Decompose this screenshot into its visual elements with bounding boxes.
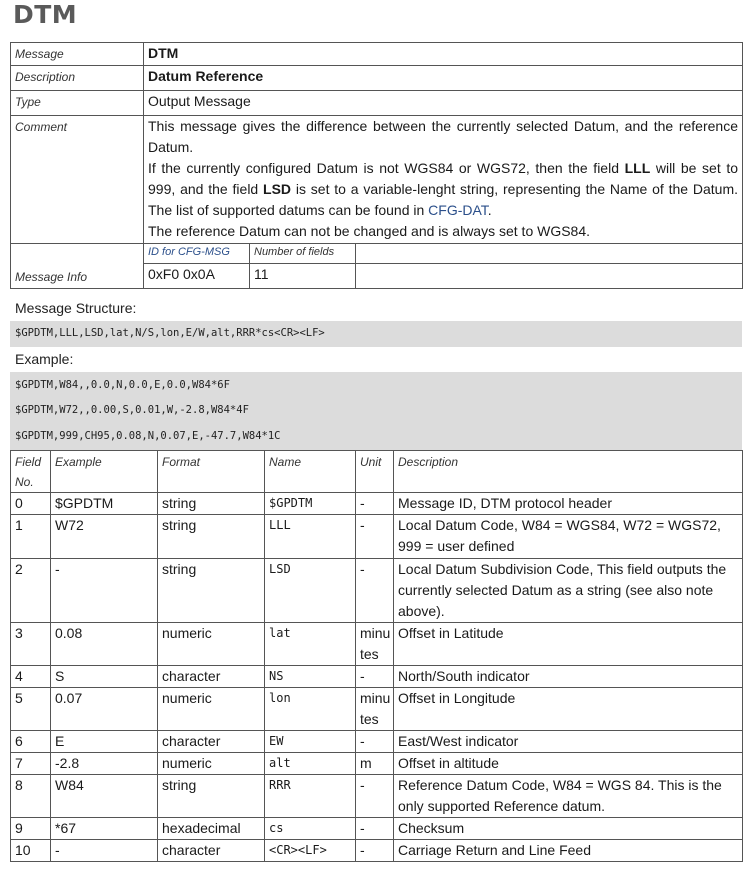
cell-description: Local Datum Subdivision Code, This field outputs the currently selected Datum as a string (see also note above). <box>394 559 743 623</box>
page-title: DTM <box>13 0 78 29</box>
cell-format: string <box>158 559 265 623</box>
cell-unit: - <box>356 493 394 515</box>
cell-unit: - <box>356 559 394 623</box>
comment-text-b: will be set to 999, and the field <box>148 160 738 197</box>
cell-name: $GPDTM <box>265 493 356 515</box>
cell-format: character <box>158 731 265 753</box>
comment-paragraph-2 <box>148 158 738 221</box>
example-line: $GPDTM,W72,,0.00,S,0.01,W,-2.8,W84*4F <box>15 404 249 416</box>
cell-field-no: 6 <box>11 731 51 753</box>
cell-example: S <box>51 666 158 688</box>
table-row <box>11 623 743 666</box>
cell-field-no: 2 <box>11 559 51 623</box>
cell-example: 0.08 <box>51 623 158 666</box>
cell-description: Message ID, DTM protocol header <box>394 493 743 515</box>
comment-text-d: . <box>487 202 492 218</box>
cell-example: E <box>51 731 158 753</box>
header-description: Description <box>394 451 743 493</box>
cell-format: string <box>158 775 265 818</box>
number-of-fields-header: Number of fields <box>250 244 356 264</box>
table-row <box>11 688 743 731</box>
cell-field-no: 4 <box>11 666 51 688</box>
cell-unit: - <box>356 840 394 862</box>
table-row <box>11 559 743 623</box>
comment-text-c: is set to a variable-lenght string, representing the Name of the Datum. The list of supported datums can be found in <box>148 181 739 218</box>
comment-paragraph-3: The reference Datum can not be changed and is always set to WGS84. <box>148 223 591 239</box>
cell-name: LLL <box>265 515 356 559</box>
cell-format: string <box>158 493 265 515</box>
type-value: Output Message <box>144 91 743 116</box>
cell-description: North/South indicator <box>394 666 743 688</box>
cell-unit: - <box>356 818 394 840</box>
cell-name: lon <box>265 688 356 731</box>
cell-description: Offset in Latitude <box>394 623 743 666</box>
cell-format: character <box>158 666 265 688</box>
cell-field-no: 0 <box>11 493 51 515</box>
cell-example: -2.8 <box>51 753 158 775</box>
cell-unit: minutes <box>356 688 394 731</box>
cell-description: Local Datum Code, W84 = WGS84, W72 = WGS72, 999 = user defined <box>394 515 743 559</box>
cell-field-no: 8 <box>11 775 51 818</box>
cell-field-no: 10 <box>11 840 51 862</box>
info-row-message <box>11 43 743 66</box>
cell-format: numeric <box>158 753 265 775</box>
cell-description: Reference Datum Code, W84 = WGS 84. This is the only supported Reference datum. <box>394 775 743 818</box>
field-ref-lll: LLL <box>624 160 651 176</box>
message-value: DTM <box>144 43 743 66</box>
cell-example: W84 <box>51 775 158 818</box>
cell-example: $GPDTM <box>51 493 158 515</box>
cell-field-no: 3 <box>11 623 51 666</box>
cell-example: W72 <box>51 515 158 559</box>
cell-format: character <box>158 840 265 862</box>
example-box <box>10 372 742 450</box>
comment-paragraph-1: This message gives the difference between the currently selected Datum, and the reference Datum. <box>148 118 738 155</box>
cell-name: <CR><LF> <box>265 840 356 862</box>
cell-description: Checksum <box>394 818 743 840</box>
cell-unit: - <box>356 515 394 559</box>
cell-unit: - <box>356 731 394 753</box>
type-label: Type <box>11 91 144 116</box>
comment-label: Comment <box>11 116 144 244</box>
header-field-no: Field No. <box>11 451 51 493</box>
message-structure-label: Message Structure: <box>15 300 137 316</box>
id-for-cfg-msg-header: ID for CFG-MSG <box>144 244 250 264</box>
cell-format: numeric <box>158 688 265 731</box>
cell-format: hexadecimal <box>158 818 265 840</box>
cell-format: string <box>158 515 265 559</box>
cell-field-no: 9 <box>11 818 51 840</box>
table-row <box>11 666 743 688</box>
header-unit: Unit <box>356 451 394 493</box>
comment-text-a: If the currently configured Datum is not WGS84 or WGS72, then the field <box>148 160 625 176</box>
cell-name: EW <box>265 731 356 753</box>
cell-unit: m <box>356 753 394 775</box>
cell-name: cs <box>265 818 356 840</box>
table-row <box>11 840 743 862</box>
example-line: $GPDTM,W84,,0.0,N,0.0,E,0.0,W84*6F <box>15 379 230 391</box>
cell-unit: - <box>356 775 394 818</box>
fields-header-row <box>11 451 743 493</box>
field-ref-lsd: LSD <box>263 181 292 197</box>
comment-text <box>144 116 743 244</box>
cell-unit: - <box>356 666 394 688</box>
cell-description: East/West indicator <box>394 731 743 753</box>
info-row-msginfo-headers <box>11 244 743 264</box>
message-structure-box <box>10 321 742 347</box>
cell-example: 0.07 <box>51 688 158 731</box>
cell-description: Offset in Longitude <box>394 688 743 731</box>
number-of-fields-value: 11 <box>250 264 356 289</box>
info-empty-cell-bottom <box>356 264 743 289</box>
message-info-table <box>10 42 743 289</box>
message-info-label: Message Info <box>11 244 144 289</box>
cell-unit: minutes <box>356 623 394 666</box>
header-name: Name <box>265 451 356 493</box>
info-empty-cell-top <box>356 244 743 264</box>
cell-description: Offset in altitude <box>394 753 743 775</box>
cell-description: Carriage Return and Line Feed <box>394 840 743 862</box>
fields-table <box>10 450 743 862</box>
table-row <box>11 731 743 753</box>
info-row-type <box>11 91 743 116</box>
example-line: $GPDTM,999,CH95,0.08,N,0.07,E,-47.7,W84*1C <box>15 430 281 442</box>
table-row <box>11 818 743 840</box>
cell-format: numeric <box>158 623 265 666</box>
table-row <box>11 775 743 818</box>
cell-field-no: 5 <box>11 688 51 731</box>
description-value: Datum Reference <box>144 66 743 91</box>
header-example: Example <box>51 451 158 493</box>
cell-field-no: 7 <box>11 753 51 775</box>
cell-name: alt <box>265 753 356 775</box>
table-row <box>11 493 743 515</box>
table-row <box>11 753 743 775</box>
cell-name: NS <box>265 666 356 688</box>
message-label: Message <box>11 43 144 66</box>
cell-example: - <box>51 559 158 623</box>
info-row-comment <box>11 116 743 244</box>
cell-name: lat <box>265 623 356 666</box>
example-label: Example: <box>15 351 74 367</box>
cell-example: - <box>51 840 158 862</box>
message-structure-code: $GPDTM,LLL,LSD,lat,N/S,lon,E/W,alt,RRR*cs<CR><LF> <box>15 327 325 339</box>
info-row-description <box>11 66 743 91</box>
cell-name: RRR <box>265 775 356 818</box>
id-for-cfg-msg-value: 0xF0 0x0A <box>144 264 250 289</box>
cell-name: LSD <box>265 559 356 623</box>
cell-field-no: 1 <box>11 515 51 559</box>
description-label: Description <box>11 66 144 91</box>
header-format: Format <box>158 451 265 493</box>
cell-example: *67 <box>51 818 158 840</box>
table-row <box>11 515 743 559</box>
cfg-dat-link[interactable]: CFG-DAT <box>428 202 488 218</box>
